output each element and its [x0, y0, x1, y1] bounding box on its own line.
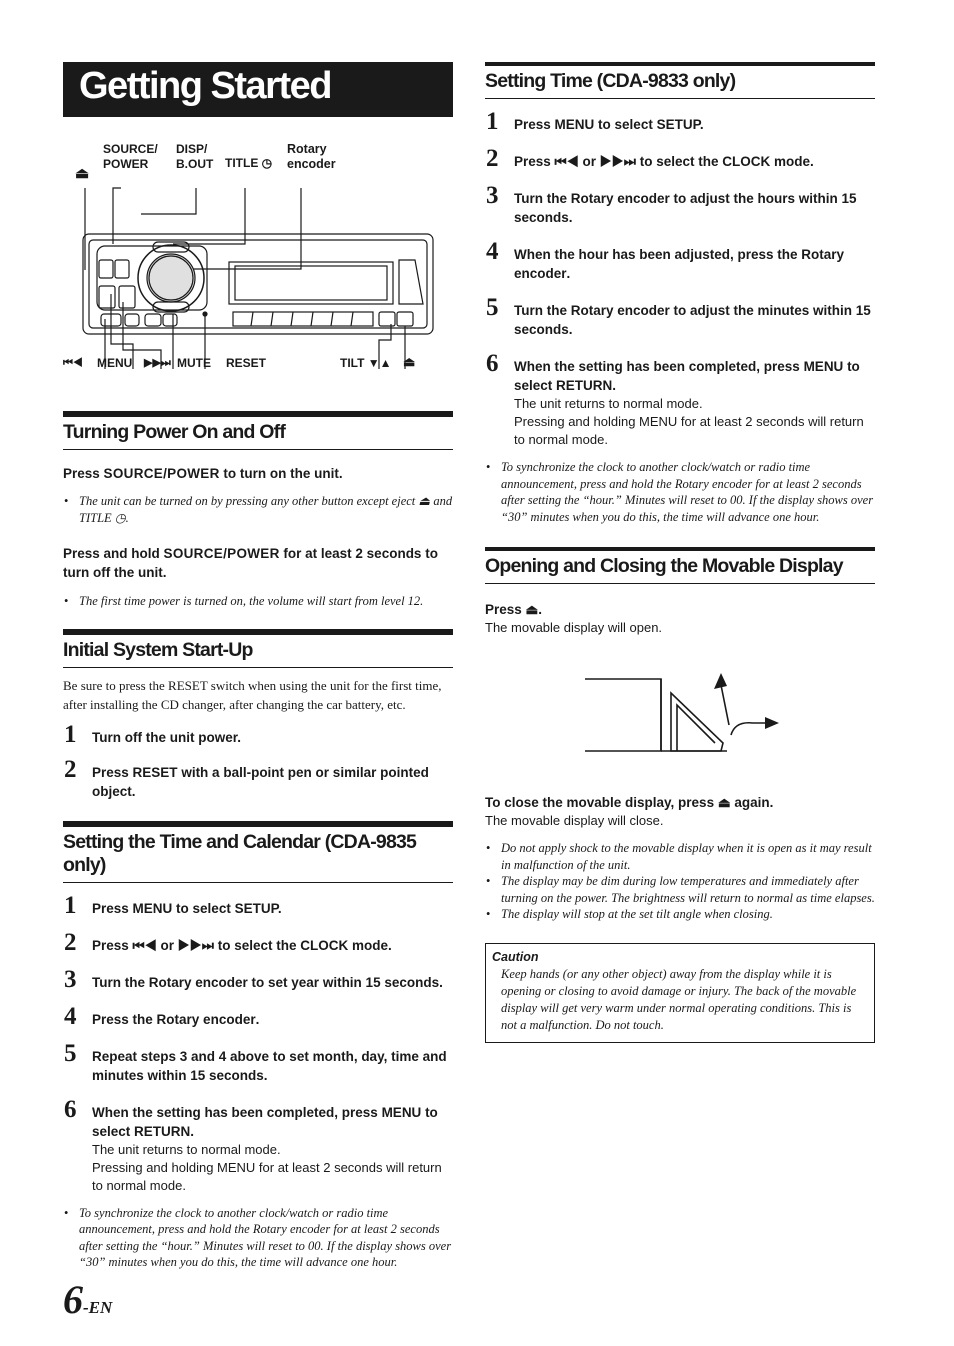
caution-title: Caution — [492, 949, 539, 964]
label-title: TITLE ◷ — [225, 156, 273, 170]
head-unit-illustration — [63, 174, 453, 369]
power-on-instruction: Press SOURCE/POWER to turn on the unit. — [63, 466, 343, 481]
initial-step-1: 1 Turn off the unit power. — [64, 720, 241, 748]
display-press-result: The movable display will open. — [485, 620, 663, 635]
initial-step-2: 2 Press RESET with a ball-point pen or similar pointed object. — [64, 755, 429, 799]
initial-intro: Be sure to press the RESET switch when using the unit for the first time, after installing the CD changer, after changing the car battery, etc. — [63, 677, 442, 712]
page-language-suffix: -EN — [83, 1298, 113, 1317]
settime-step-5: 5 Turn the Rotary encoder to adjust the minutes within 15 seconds. — [486, 294, 871, 337]
settime-step-3: 3 Turn the Rotary encoder to adjust the hours within 15 seconds. — [486, 182, 857, 225]
page-footer — [63, 1277, 113, 1322]
caution-text: Keep hands (or any other object) away from the display while it is opening or closing to avoid damage or injury. The back of the movable display will get very warm under normal operating conditions. This is not a malfunction. Do not touch. — [501, 966, 857, 1032]
label-source-power: SOURCE/ POWER — [103, 142, 158, 171]
settime-step-6-sub-1: The unit returns to normal mode. — [514, 396, 703, 411]
settime-step-6-sub-2: Pressing and holding MENU for at least 2 seconds will return to normal mode. — [514, 414, 864, 447]
page-title: Getting Started — [63, 62, 453, 117]
page-number: 6 — [63, 1277, 83, 1322]
settime-note: • To synchronize the clock to another clock/watch or radio time announcement, press and hold the Rotary encoder for at least 2 seconds after setting the “hour.” Minutes will reset to 00. If the display shows over “30” minutes when you do this, the time will advance one hour. — [485, 459, 875, 525]
label-tilt: TILT ▼▲ — [340, 356, 392, 370]
display-note-2: • The display may be dim during low temperatures and immediately after turning on the power. The brightness will return to normal as time elapses. — [485, 873, 875, 906]
left-column — [63, 62, 453, 1271]
label-disp-bout: DISP/ B.OUT — [176, 142, 214, 171]
section-heading-display: Opening and Closing the Movable Display — [485, 547, 875, 584]
section-heading-initial: Initial System Start-Up — [63, 629, 453, 668]
display-close-instruction: To close the movable display, press ⏏ again. — [485, 795, 774, 810]
calendar-step-6: 6 When the setting has been completed, press MENU to select RETURN. The unit returns to normal mode. Pressing and holding MENU for at least 2 seconds will return to normal mode. — [63, 1103, 453, 1195]
display-note-3: • The display will stop at the set tilt angle when closing. — [485, 906, 875, 923]
display-close-result: The movable display will close. — [485, 813, 664, 828]
eject-label-top: ⏏ — [75, 165, 90, 182]
power-note-2: • The first time power is turned on, the volume will start from level 12. — [63, 593, 453, 610]
section-heading-calendar: Setting the Time and Calendar (CDA-9835 only) — [63, 821, 453, 883]
section-heading-settime: Setting Time (CDA-9833 only) — [485, 62, 875, 99]
label-prev: ⏮◀ — [63, 357, 83, 369]
settime-step-2: 2 Press ⏮◀ or ▶▶⏭ to select the CLOCK mode. — [486, 145, 814, 172]
settime-step-6: 6 When the setting has been completed, press MENU to select RETURN. The unit returns to normal mode. Pressing and holding MENU for at least 2 seconds will return to normal mode. — [485, 357, 875, 449]
section-heading-power: Turning Power On and Off — [63, 411, 453, 450]
calendar-step-6-sub-1: The unit returns to normal mode. — [92, 1141, 281, 1157]
movable-display-illustration — [485, 653, 875, 773]
right-column — [485, 62, 875, 1043]
settime-step-4: 4 When the hour has been adjusted, press the Rotary encoder. — [486, 238, 845, 281]
label-menu: MENU — [97, 356, 133, 370]
calendar-step-4: 4 Press the Rotary encoder. — [64, 1002, 260, 1030]
calendar-step-1: 1 Press MENU to select SETUP. — [64, 891, 282, 919]
power-off-instruction: Press and hold SOURCE/POWER for at least 2 seconds to turn off the unit. — [63, 546, 438, 580]
label-eject-bottom: ⏏ — [403, 354, 416, 369]
label-reset: RESET — [226, 356, 267, 370]
caution-box — [485, 943, 875, 1043]
calendar-step-5: 5 Repeat steps 3 and 4 above to set month, day, time and minutes within 15 seconds. — [64, 1039, 447, 1083]
calendar-step-2: 2 Press ⏮◀ or ▶▶⏭ to select the CLOCK mode. — [64, 928, 392, 956]
settime-step-1: 1 Press MENU to select SETUP. — [486, 108, 704, 135]
calendar-step-6-sub-2: Pressing and holding MENU for at least 2 seconds will return to normal mode. — [92, 1159, 442, 1193]
head-unit-diagram — [63, 134, 453, 374]
calendar-step-3: 3 Turn the Rotary encoder to set year within 15 seconds. — [64, 965, 443, 993]
label-next: ▶▶⏭ — [144, 357, 171, 369]
label-rotary-encoder: Rotary encoder — [287, 142, 336, 171]
calendar-note: • To synchronize the clock to another clock/watch or radio time announcement, press and hold the Rotary encoder for at least 2 seconds after setting the “hour.” Minutes will reset to 00. If the display shows over “30” minutes when you do this, the time will advance one hour. — [63, 1205, 453, 1271]
power-note-1: • The unit can be turned on by pressing any other button except eject ⏏ and TITLE ◷. — [63, 493, 453, 526]
label-mute: MUTE — [177, 356, 211, 370]
display-note-1: • Do not apply shock to the movable display when it is open as it may result in malfunction of the unit. — [485, 840, 875, 873]
display-press-instruction: Press ⏏. — [485, 602, 543, 617]
